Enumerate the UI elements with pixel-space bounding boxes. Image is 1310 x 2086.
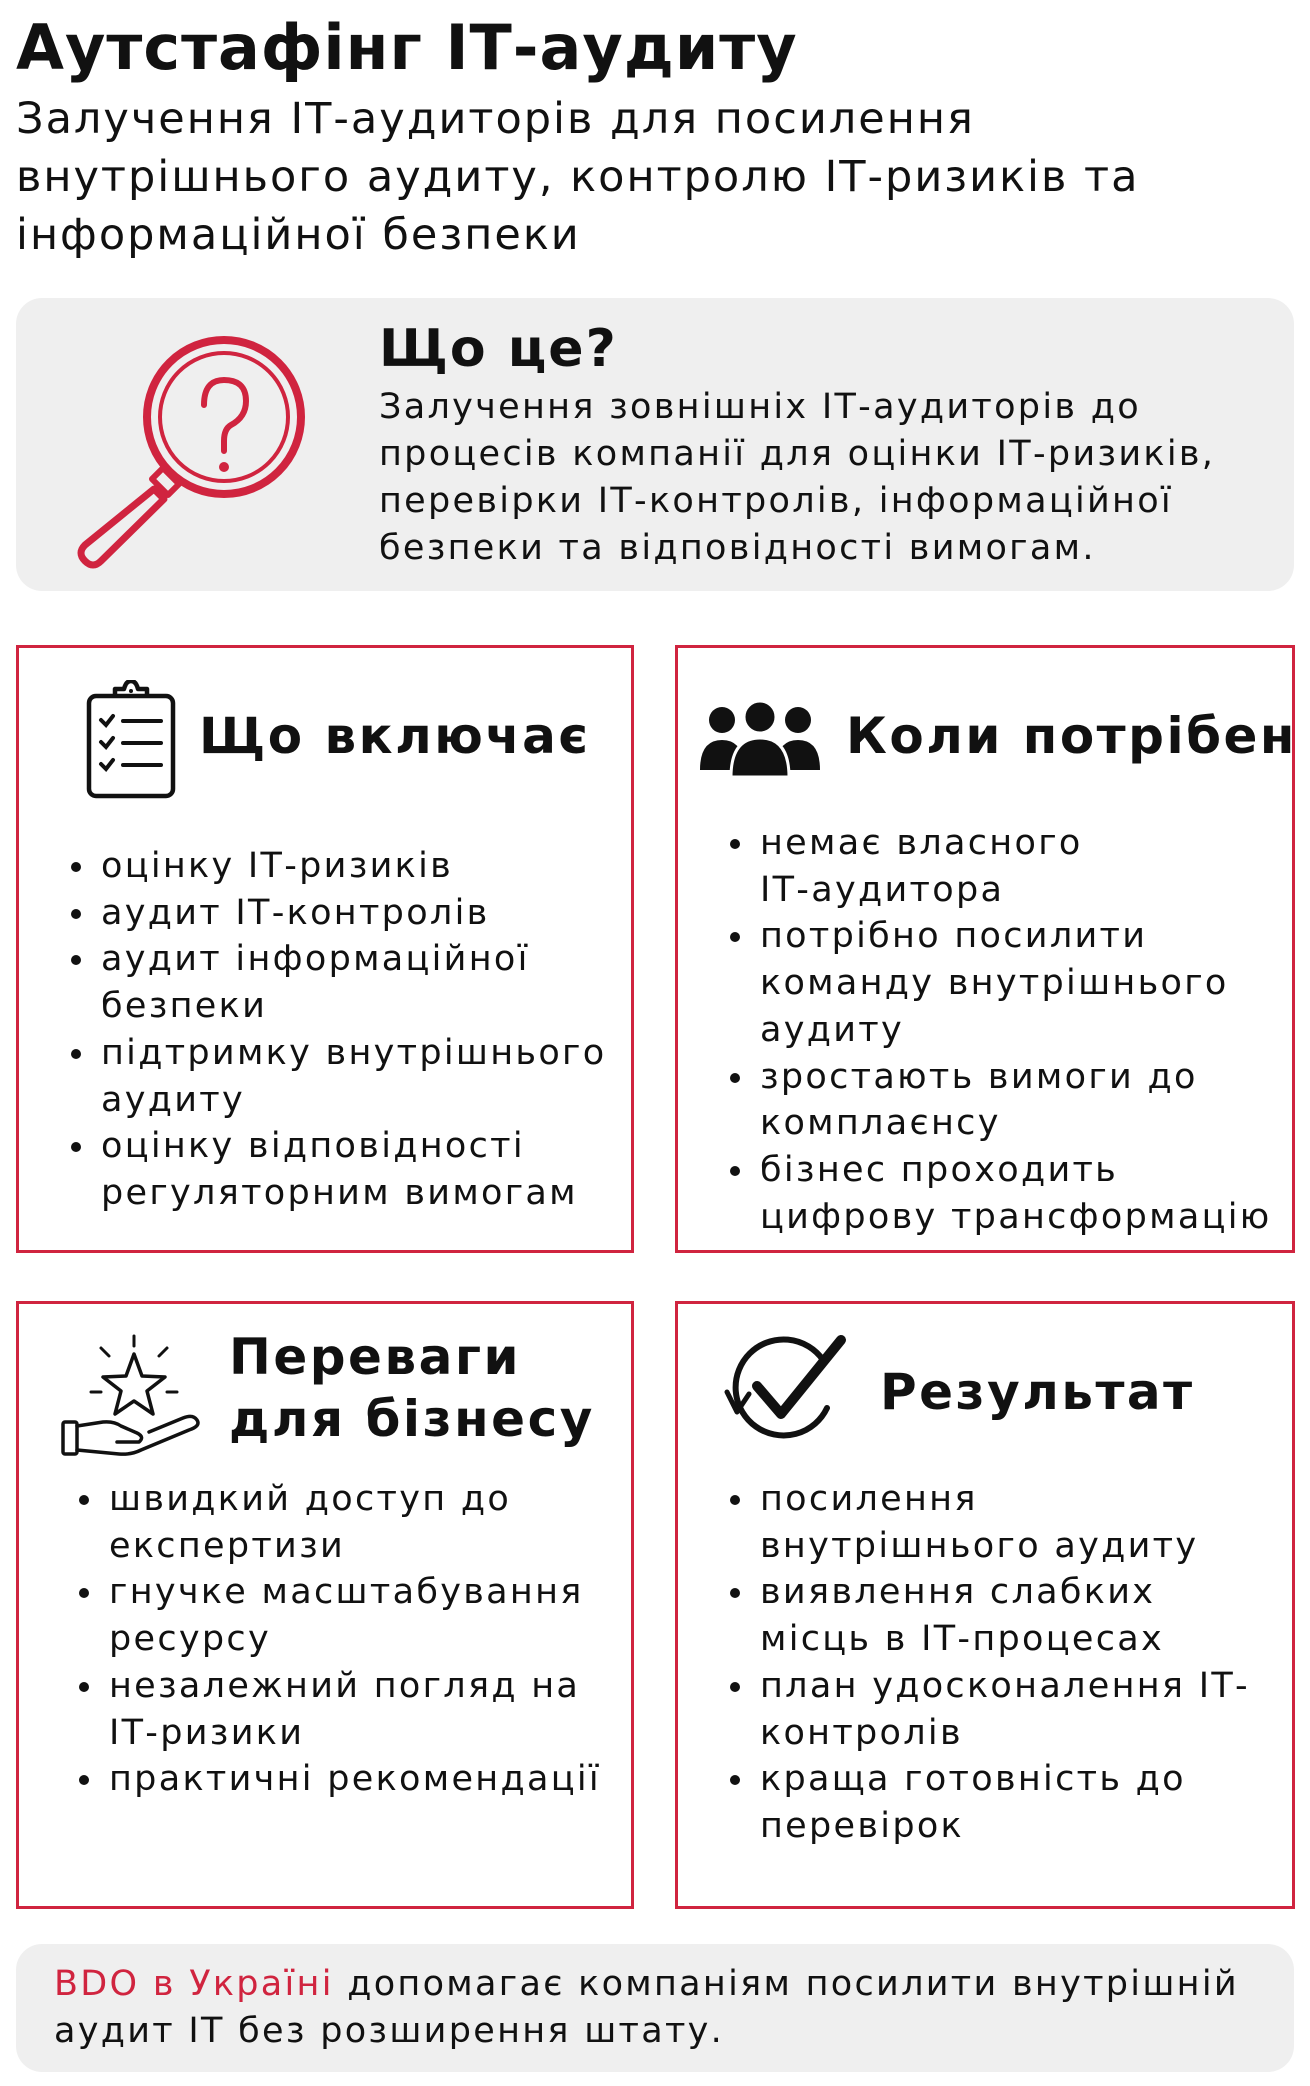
card-benefits: [16, 1301, 634, 1909]
list-item: зростають вимоги до комплаєнсу: [678, 1054, 1272, 1147]
circle-check-icon: [723, 1332, 853, 1452]
card-list: [678, 820, 1272, 1240]
list-item: практичні рекомендації: [27, 1756, 601, 1803]
intro-panel: [16, 298, 1294, 591]
card-list: [678, 1476, 1250, 1850]
clipboard-checklist-icon: [81, 680, 181, 802]
page-subtitle: Залучення ІТ-аудиторів для посилення внутрішнього аудиту, контролю ІТ-ризиків та інформаційної безпеки: [16, 94, 1140, 260]
card-what-includes: [16, 645, 634, 1253]
card-list: [19, 843, 606, 1217]
footer-text: [54, 1961, 1254, 2055]
card-result: [675, 1301, 1295, 1909]
list-item: аудит інформаційної безпеки: [19, 936, 606, 1029]
magnifier-question-icon: [66, 325, 316, 575]
list-item: краща готовність до перевірок: [678, 1756, 1250, 1849]
card-heading: Коли потрібен: [846, 707, 1297, 765]
hand-star-icon: [59, 1334, 209, 1459]
card-heading-line-2: для бізнесу: [229, 1390, 595, 1448]
list-item: бізнес проходить цифрову трансформацію: [678, 1147, 1272, 1240]
list-item: оцінку ІТ-ризиків: [19, 843, 606, 890]
card-list: [27, 1476, 601, 1803]
page-title: Аутстафінг ІТ-аудиту: [16, 11, 798, 84]
card-heading: [229, 1326, 595, 1450]
list-item: план удосконалення ІТ- контролів: [678, 1663, 1250, 1756]
list-item: потрібно посилити команду внутрішнього аудиту: [678, 913, 1272, 1053]
card-heading: Що включає: [199, 707, 591, 765]
intro-heading: Що це?: [379, 319, 618, 379]
card-heading: Результат: [880, 1363, 1195, 1421]
list-item: немає власного ІТ-аудитора: [678, 820, 1272, 913]
brand-name: BDO в Україні: [54, 1964, 334, 2004]
card-when-needed: [675, 645, 1295, 1253]
list-item: гнучке масштабування ресурсу: [27, 1569, 601, 1662]
list-item: оцінку відповідності регуляторним вимогам: [19, 1123, 606, 1216]
intro-text: Залучення зовнішніх ІТ-аудиторів до процесів компанії для оцінки ІТ-ризиків, перевірки ІТ-контролів, інформаційної безпеки та відповідності вимогам.: [379, 387, 1216, 568]
list-item: незалежний погляд на ІТ-ризики: [27, 1663, 601, 1756]
list-item: виявлення слабких місць в ІТ-процесах: [678, 1569, 1250, 1662]
list-item: швидкий доступ до експертизи: [27, 1476, 601, 1569]
footer-message: допомагає компаніям посилити внутрішній аудит ІТ без розширення штату.: [54, 1964, 1239, 2051]
card-heading-line-1: Переваги: [229, 1328, 521, 1386]
list-item: підтримку внутрішнього аудиту: [19, 1030, 606, 1123]
list-item: аудит ІТ-контролів: [19, 890, 606, 937]
footer-panel: [16, 1944, 1294, 2072]
list-item: посилення внутрішнього аудиту: [678, 1476, 1250, 1569]
people-group-icon: [698, 700, 822, 778]
